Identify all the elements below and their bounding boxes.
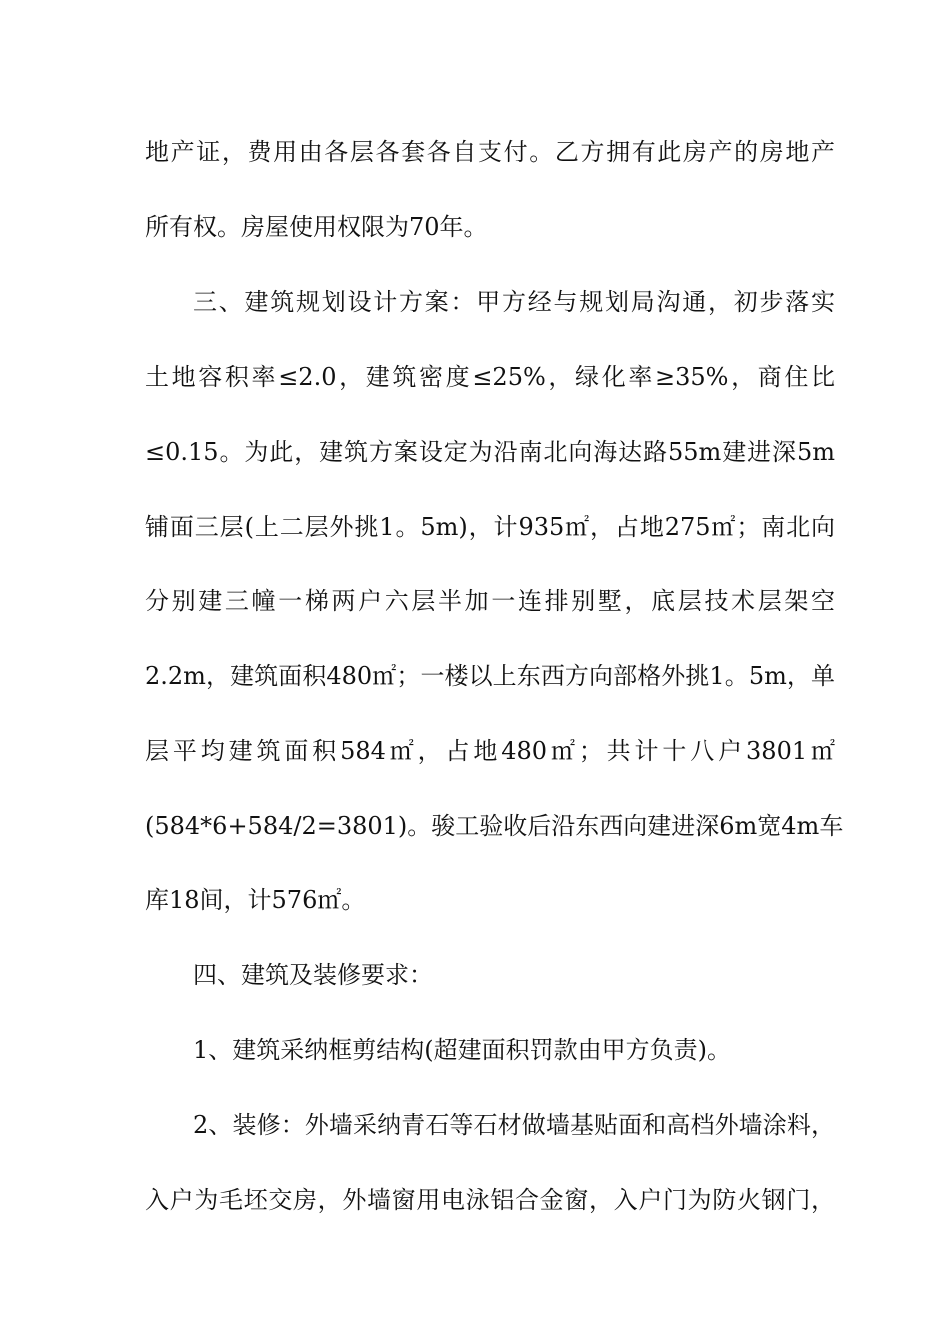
text-line: 分别建三幢一梯两户六层半加一连排别墅，底层技术层架空 (145, 587, 835, 615)
section-heading-line: 四、建筑及装修要求： (193, 961, 433, 989)
text-line: 所有权。房屋使用权限为70年。 (145, 213, 488, 241)
list-item-line: 1、建筑采纳框剪结构(超建面积罚款由甲方负责)。 (193, 1036, 731, 1064)
section-heading-line: 三、建筑规划设计方案：甲方经与规划局沟通，初步落实 (193, 288, 835, 316)
text-line: 入户为毛坯交房，外墙窗用电泳铝合金窗，入户门为防火钢门， (145, 1186, 835, 1214)
text-line: 土地容积率≤2.0，建筑密度≤25%，绿化率≥35%，商住比 (145, 363, 835, 391)
text-line: 层平均建筑面积584㎡，占地480㎡；共计十八户3801㎡ (145, 737, 835, 765)
text-line: 铺面三层(上二层外挑1。5m)，计935㎡，占地275㎡；南北向 (145, 513, 835, 541)
text-line: 库18间，计576㎡。 (145, 886, 366, 914)
text-line: (584*6+584/2=3801)。骏工验收后沿东西向建进深6m宽4m车 (145, 812, 844, 840)
text-line: ≤0.15。为此，建筑方案设定为沿南北向海达路55m建进深5m (145, 438, 835, 466)
text-line: 2.2m，建筑面积480㎡；一楼以上东西方向部格外挑1。5m，单 (145, 662, 835, 690)
text-line: 地产证，费用由各层各套各自支付。乙方拥有此房产的房地产 (145, 138, 835, 166)
list-item-line: 2、装修：外墙采纳青石等石材做墙基贴面和高档外墙涂料， (193, 1111, 835, 1139)
